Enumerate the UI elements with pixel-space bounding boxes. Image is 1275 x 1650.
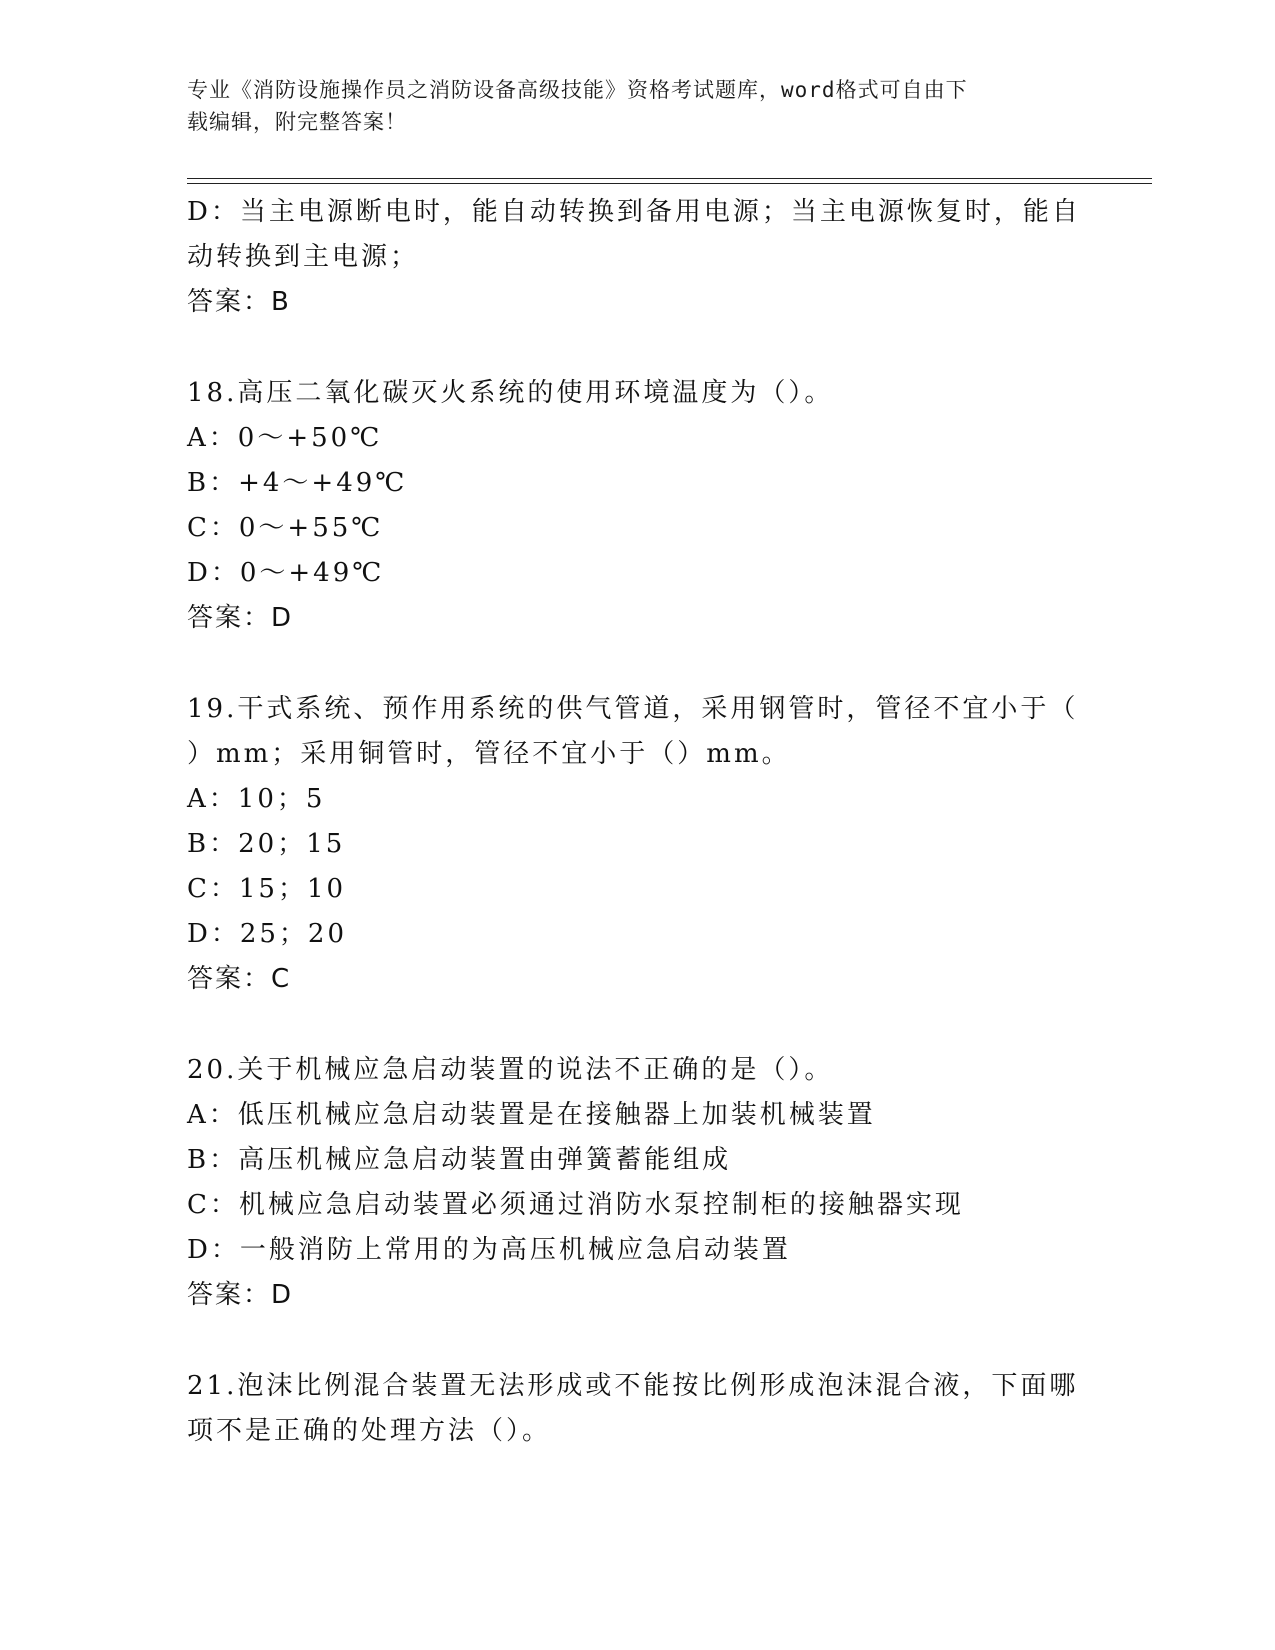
question-block-18 xyxy=(187,371,1087,641)
question-text-cont: ）mm；采用铜管时，管径不宜小于（）mm。 xyxy=(187,739,791,769)
answer-line: 答案：D xyxy=(187,1280,294,1310)
spacer xyxy=(187,1002,1087,1048)
option-line: D：当主电源断电时，能自动转换到备用电源；当主电源恢复时，能自 xyxy=(187,197,1081,227)
header-rule-bottom xyxy=(187,183,1152,184)
option-d: D：0～+49℃ xyxy=(187,558,385,588)
option-c: C：0～+55℃ xyxy=(187,513,384,543)
answer-line: 答案：D xyxy=(187,603,294,633)
option-a: A：低压机械应急启动装置是在接触器上加装机械装置 xyxy=(187,1100,876,1130)
spacer xyxy=(187,1318,1087,1364)
question-text: 21.泡沫比例混合装置无法形成或不能按比例形成泡沫混合液，下面哪 xyxy=(187,1371,1079,1401)
question-block-17-tail xyxy=(187,190,1087,325)
answer-line: 答案：B xyxy=(187,287,291,317)
header-rule-top xyxy=(187,178,1152,179)
document-body xyxy=(187,190,1087,1454)
spacer xyxy=(187,641,1087,687)
option-b: B：20；15 xyxy=(187,829,346,859)
question-text: 18.高压二氧化碳灭火系统的使用环境温度为（）。 xyxy=(187,378,834,408)
option-line: 动转换到主电源； xyxy=(187,242,420,272)
header-line-2: 载编辑，附完整答案！ xyxy=(187,110,407,134)
option-d: D：25；20 xyxy=(187,919,348,949)
option-b: B：+4～+49℃ xyxy=(187,468,408,498)
option-a: A：10；5 xyxy=(187,784,326,814)
question-block-19 xyxy=(187,687,1087,1002)
spacer xyxy=(187,325,1087,371)
question-block-21 xyxy=(187,1364,1087,1454)
question-text-cont: 项不是正确的处理方法（）。 xyxy=(187,1416,552,1446)
option-c: C：15；10 xyxy=(187,874,347,904)
question-text: 19.干式系统、预作用系统的供气管道，采用钢管时，管径不宜小于（ xyxy=(187,694,1079,724)
option-d: D：一般消防上常用的为高压机械应急启动装置 xyxy=(187,1235,791,1265)
question-block-20 xyxy=(187,1048,1087,1318)
option-a: A：0～+50℃ xyxy=(187,423,383,453)
document-header xyxy=(187,74,1067,138)
question-text: 20.关于机械应急启动装置的说法不正确的是（）。 xyxy=(187,1055,834,1085)
option-c: C：机械应急启动装置必须通过消防水泵控制柜的接触器实现 xyxy=(187,1190,964,1220)
header-line-1: 专业《消防设施操作员之消防设备高级技能》资格考试题库，word格式可自由下 xyxy=(187,78,968,102)
answer-line: 答案：C xyxy=(187,964,292,994)
option-b: B：高压机械应急启动装置由弹簧蓄能组成 xyxy=(187,1145,732,1175)
